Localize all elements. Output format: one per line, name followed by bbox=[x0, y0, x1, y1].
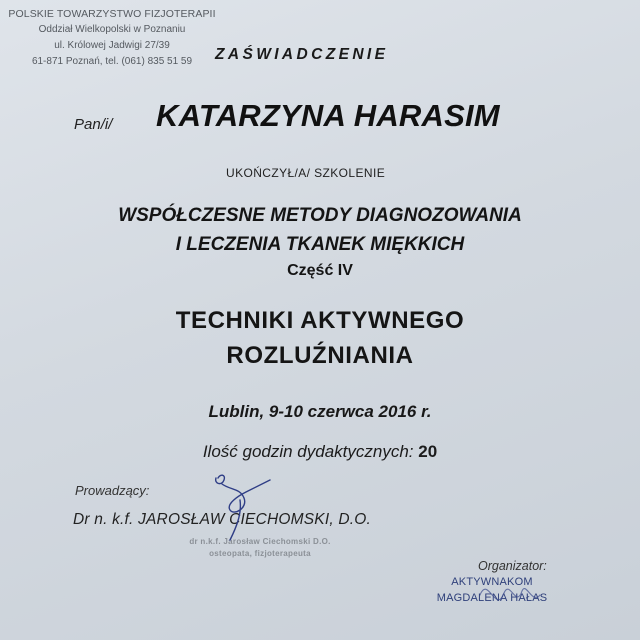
organizer-stamp bbox=[414, 574, 570, 606]
hours-label: Ilość godzin dydaktycznych: bbox=[202, 442, 414, 461]
organizer-label: Organizator: bbox=[478, 559, 547, 573]
technique-title-line-1: TECHNIKI AKTYWNEGO bbox=[175, 307, 465, 334]
lecturer-stamp-line-1: dr n.k.f. Jarosław Ciechomski D.O. bbox=[189, 537, 331, 546]
stamp-line-branch: Oddział Wielkopolski w Poznaniu bbox=[38, 24, 186, 35]
lecturer-name: Dr n. k.f. JAROSŁAW CIECHOMSKI, D.O. bbox=[73, 511, 372, 528]
stamp-line-contact: 61-871 Poznań, tel. (061) 835 51 59 bbox=[31, 56, 193, 67]
stamp-line-organization: POLSKIE TOWARZYSTWO FIZJOTERAPII bbox=[8, 8, 216, 20]
lecturer-stamp-line-2: osteopata, fizjoterapeuta bbox=[209, 549, 311, 558]
stamp-line-street: ul. Królowej Jadwigi 27/39 bbox=[54, 40, 170, 51]
completed-training-text: UKOŃCZYŁ/A/ SZKOLENIE bbox=[226, 166, 386, 180]
hours-value: 20 bbox=[418, 442, 438, 461]
lecturer-stamp bbox=[150, 536, 370, 560]
certificate-title: ZAŚWIADCZENIE bbox=[215, 46, 389, 63]
course-title-line-1: WSPÓŁCZESNE METODY DIAGNOZOWANIA bbox=[118, 205, 522, 226]
society-stamp bbox=[6, 6, 218, 70]
course-title bbox=[0, 201, 640, 283]
course-part: Część IV bbox=[287, 262, 353, 279]
organizer-stamp-line-2: MAGDALENA HAŁAS bbox=[436, 592, 548, 604]
technique-title bbox=[0, 303, 640, 373]
salutation: Pan/i/ bbox=[74, 116, 113, 133]
lecturers-label: Prowadzący: bbox=[75, 483, 150, 498]
recipient-name: KATARZYNA HARASIM bbox=[156, 98, 500, 133]
place-and-date: Lublin, 9-10 czerwca 2016 r. bbox=[208, 402, 432, 421]
course-title-line-2: I LECZENIA TKANEK MIĘKKICH bbox=[175, 234, 465, 255]
teaching-hours bbox=[0, 442, 640, 462]
technique-title-line-2: ROZLUŹNIANIA bbox=[226, 342, 414, 369]
organizer-stamp-line-1: AKTYWNAKOM bbox=[451, 576, 533, 588]
